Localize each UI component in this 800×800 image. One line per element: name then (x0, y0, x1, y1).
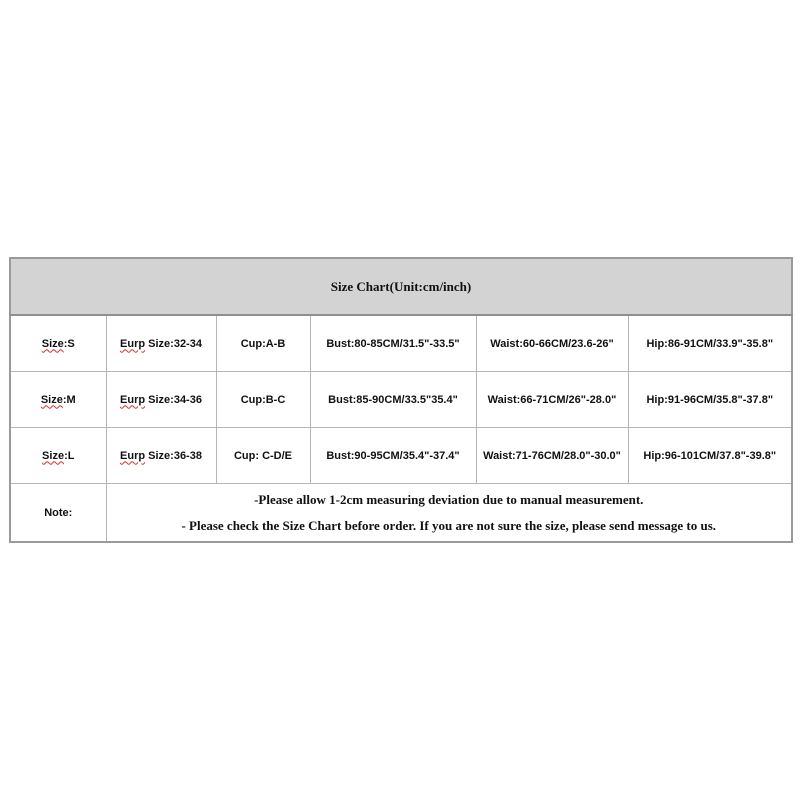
eurp-prefix: Eurp (120, 449, 146, 462)
table-row-s (10, 315, 792, 372)
eurp-size-cell (106, 315, 216, 372)
size-prefix: Size (40, 393, 63, 406)
eurp-size-cell (106, 428, 216, 484)
eurp-prefix: Eurp (120, 337, 146, 350)
size-prefix: Size (42, 449, 65, 462)
eurp-prefix: Eurp (120, 393, 146, 406)
bust-cell: Bust:80-85CM/31.5"-33.5" (310, 315, 476, 372)
cup-cell: Cup:B-C (216, 372, 310, 428)
title-row (10, 258, 792, 315)
chart-title: Size Chart(Unit:cm/inch) (10, 258, 792, 315)
waist-cell: Waist:66-71CM/26"-28.0" (476, 372, 628, 428)
size-cell (10, 428, 106, 484)
eurp-value: Size:36-38 (145, 449, 202, 462)
eurp-value: Size:32-34 (145, 337, 202, 350)
hip-cell: Hip:86-91CM/33.9"-35.8" (628, 315, 792, 372)
size-value: :M (62, 393, 76, 406)
cup-cell: Cup: C-D/E (216, 428, 310, 484)
size-chart-table (9, 257, 793, 543)
note-content (106, 484, 792, 543)
bust-cell: Bust:85-90CM/33.5"35.4" (310, 372, 476, 428)
size-value: :L (64, 449, 75, 462)
note-row (10, 484, 792, 543)
cup-cell: Cup:A-B (216, 315, 310, 372)
waist-cell: Waist:71-76CM/28.0"-30.0" (476, 428, 628, 484)
eurp-size-cell (106, 372, 216, 428)
eurp-value: Size:34-36 (145, 393, 202, 406)
waist-cell: Waist:60-66CM/23.6-26" (476, 315, 628, 372)
size-prefix: Size (41, 337, 64, 350)
note-line-2: - Please check the Size Chart before order. If you are not sure the size, please send message to us. (181, 517, 717, 533)
hip-cell: Hip:91-96CM/35.8"-37.8" (628, 372, 792, 428)
table-row-l (10, 428, 792, 484)
note-line-1: -Please allow 1-2cm measuring deviation due to manual measurement. (254, 491, 644, 507)
size-cell (10, 372, 106, 428)
note-label: Note: (10, 484, 106, 543)
hip-cell: Hip:96-101CM/37.8"-39.8" (628, 428, 792, 484)
table-row-m (10, 372, 792, 428)
size-value: :S (63, 337, 75, 350)
bust-cell: Bust:90-95CM/35.4"-37.4" (310, 428, 476, 484)
size-cell (10, 315, 106, 372)
